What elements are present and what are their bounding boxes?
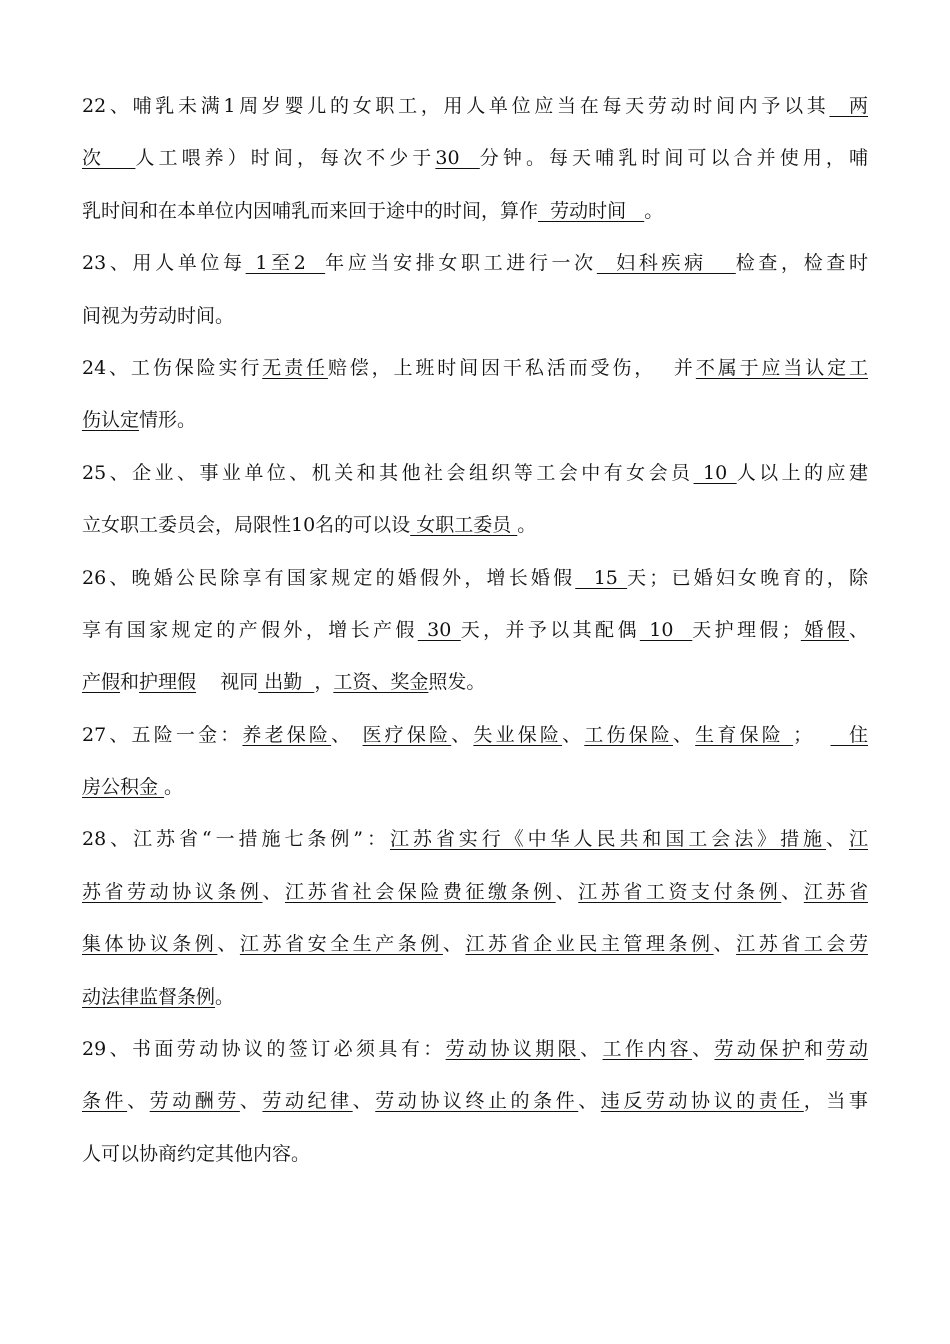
question-text: 乳时间和在本单位内因哺乳而来回于途中的时间，算作 <box>82 199 539 222</box>
question-text: ； <box>793 723 831 746</box>
question-text: 、 <box>451 723 474 746</box>
question-item-24 <box>82 342 868 447</box>
answer-blank: 劳动保护 <box>714 1038 805 1061</box>
text-line <box>82 709 868 761</box>
question-text: 人可以协商约定其他内容。 <box>82 1142 311 1165</box>
answer-blank: 江苏省工资支付条例 <box>578 880 782 903</box>
answer-blank: 次 <box>82 147 136 170</box>
text-line <box>82 813 868 865</box>
answer-blank: 江苏省社会保险费征缴条例 <box>285 880 556 903</box>
text-line <box>82 132 868 184</box>
answer-blank: 江苏省工会劳 <box>736 933 868 956</box>
question-text: 、 <box>692 1038 715 1061</box>
text-line <box>82 1075 868 1127</box>
question-item-27 <box>82 709 868 814</box>
answer-blank: 失业保险 <box>473 723 563 746</box>
question-text: 26、晚婚公民除享有国家规定的婚假外，增长婚假 <box>82 566 576 589</box>
answer-blank: 1至2 <box>245 252 326 275</box>
answer-blank: 医疗保险 <box>362 723 452 746</box>
answer-blank: 江苏省实行《中华人民共和国工会法》措施 <box>389 828 827 851</box>
text-line <box>82 552 868 604</box>
question-text: 视同 <box>196 671 259 694</box>
question-text: 23、用人单位每 <box>82 252 246 275</box>
question-text: 、 <box>848 618 868 641</box>
question-text: 赔偿，上班时间因干私活而受伤， 并 <box>327 356 696 379</box>
question-text: 和 <box>804 1038 827 1061</box>
answer-blank: 条件 <box>82 1090 128 1113</box>
answer-blank: 工作内容 <box>602 1038 693 1061</box>
text-line <box>82 1128 868 1180</box>
question-text: 、 <box>352 1090 376 1113</box>
question-text: 、 <box>442 933 466 956</box>
text-line <box>82 604 868 656</box>
question-text: 、 <box>826 828 849 851</box>
text-line <box>82 866 868 918</box>
answer-blank: 苏省劳动协议条例 <box>82 880 263 903</box>
question-text: 天，并予以其配偶 <box>460 618 640 641</box>
question-item-28 <box>82 813 868 1023</box>
question-text: 检查，检查时 <box>735 252 868 275</box>
text-line <box>82 237 868 289</box>
question-text: 27、五险一金： <box>82 723 243 746</box>
question-text: 29、书面劳动协议的签订必须具有： <box>82 1038 446 1061</box>
question-text: 22、哺乳未满1周岁婴儿的女职工，用人单位应当在每天劳动时间内予以其 <box>82 95 830 117</box>
question-text: 、 <box>713 933 737 956</box>
question-text: 和 <box>120 671 140 694</box>
answer-blank: 房公积金 <box>82 776 165 799</box>
answer-blank: 江苏省 <box>803 880 868 903</box>
answer-blank: 妇科疾病 <box>596 252 736 275</box>
answer-blank: 集体协议条例 <box>82 933 218 956</box>
answer-blank: 婚假 <box>800 618 849 641</box>
answer-blank: 生育保险 <box>695 723 794 746</box>
answer-blank: 不属于应当认定工 <box>695 356 868 379</box>
question-text: ，当事 <box>803 1090 868 1113</box>
question-text: 、 <box>127 1090 150 1113</box>
answer-blank: 女职工委员 <box>410 514 518 537</box>
text-line <box>82 394 868 446</box>
question-text: 24、工伤保险实行 <box>82 356 263 379</box>
answer-blank: 江苏省安全生产条例 <box>239 933 443 956</box>
question-text: 、 <box>562 723 585 746</box>
answer-blank: 10 <box>693 461 737 484</box>
text-line <box>82 342 868 394</box>
question-text: 。 <box>517 514 537 537</box>
answer-blank: 劳动酬劳 <box>149 1090 240 1113</box>
question-text: 、 <box>580 1038 603 1061</box>
question-text: 享有国家规定的产假外，增长产假 <box>82 618 418 641</box>
text-line <box>82 185 868 237</box>
text-line <box>82 761 868 813</box>
text-line <box>82 1023 868 1075</box>
answer-blank: 10 <box>639 618 693 641</box>
answer-blank: 产假 <box>82 671 121 694</box>
answer-blank: 出勤 <box>258 671 315 694</box>
question-text: 、 <box>578 1090 601 1113</box>
answer-blank: 江 <box>848 828 868 851</box>
question-text: 25、企业、事业单位、机关和其他社会组织等工会中有女会员 <box>82 461 694 484</box>
question-text: 、 <box>672 723 696 746</box>
answer-blank: 劳动 <box>826 1038 868 1061</box>
text-line <box>82 290 868 342</box>
question-text: 、 <box>555 880 579 903</box>
text-line <box>82 656 868 708</box>
answer-blank: 15 <box>575 566 628 589</box>
question-text: 、 <box>781 880 804 903</box>
question-text: 年应当安排女职工进行一次 <box>325 252 597 275</box>
question-text: 28、江苏省“一措施七条例”： <box>82 828 390 851</box>
text-line <box>82 499 868 551</box>
answer-blank: 30 <box>417 618 461 641</box>
question-text: 照发。 <box>428 671 486 694</box>
question-text: 情形。 <box>139 409 197 432</box>
question-text: ， <box>314 671 334 694</box>
question-text: 、 <box>331 723 363 746</box>
answer-blank: 护理假 <box>139 671 197 694</box>
question-text: 天护理假； <box>692 618 801 641</box>
answer-blank: 工伤保险 <box>584 723 673 746</box>
question-item-29 <box>82 1023 868 1180</box>
question-text: 。 <box>215 985 235 1008</box>
answer-blank: 劳动协议终止的条件 <box>375 1090 579 1113</box>
question-text: 人工喂养）时间，每次不少于 <box>135 147 436 170</box>
question-item-23 <box>82 237 868 342</box>
answer-blank: 住 <box>830 723 868 746</box>
answer-blank: 养老保险 <box>242 723 332 746</box>
question-text: 。 <box>164 776 184 799</box>
question-text: 、 <box>239 1090 263 1113</box>
question-text: 天；已婚妇女晚育的，除 <box>627 566 868 589</box>
answer-blank: 工资、奖金 <box>333 671 429 694</box>
document-body <box>82 80 868 1180</box>
answer-blank: 违反劳动协议的责任 <box>600 1090 804 1113</box>
question-item-26 <box>82 552 868 709</box>
question-text: 分钟。每天哺乳时间可以合并使用，哺 <box>479 147 868 170</box>
question-text: 人以上的应建 <box>736 461 868 484</box>
answer-blank: 劳动纪律 <box>262 1090 353 1113</box>
question-item-22 <box>82 80 868 237</box>
question-text: 、 <box>217 933 240 956</box>
answer-blank: 江苏省企业民主管理条例 <box>465 933 714 956</box>
text-line <box>82 447 868 499</box>
question-text: 、 <box>262 880 286 903</box>
answer-blank: 劳动时间 <box>538 199 645 222</box>
answer-blank: 伤认定 <box>82 409 140 432</box>
question-text: 间视为劳动时间。 <box>82 304 235 327</box>
question-text: 。 <box>644 199 664 222</box>
question-text: 立女职工委员会，局限性10名的可以设 <box>82 514 411 537</box>
question-item-25 <box>82 447 868 552</box>
answer-blank: 无责任 <box>262 356 328 379</box>
text-line <box>82 971 868 1023</box>
text-line <box>82 80 868 132</box>
answer-blank: 劳动协议期限 <box>445 1038 581 1061</box>
answer-blank: 30 <box>435 147 480 170</box>
answer-blank: 两 <box>829 95 868 117</box>
answer-blank: 动法律监督条例 <box>82 985 216 1008</box>
text-line <box>82 918 868 970</box>
